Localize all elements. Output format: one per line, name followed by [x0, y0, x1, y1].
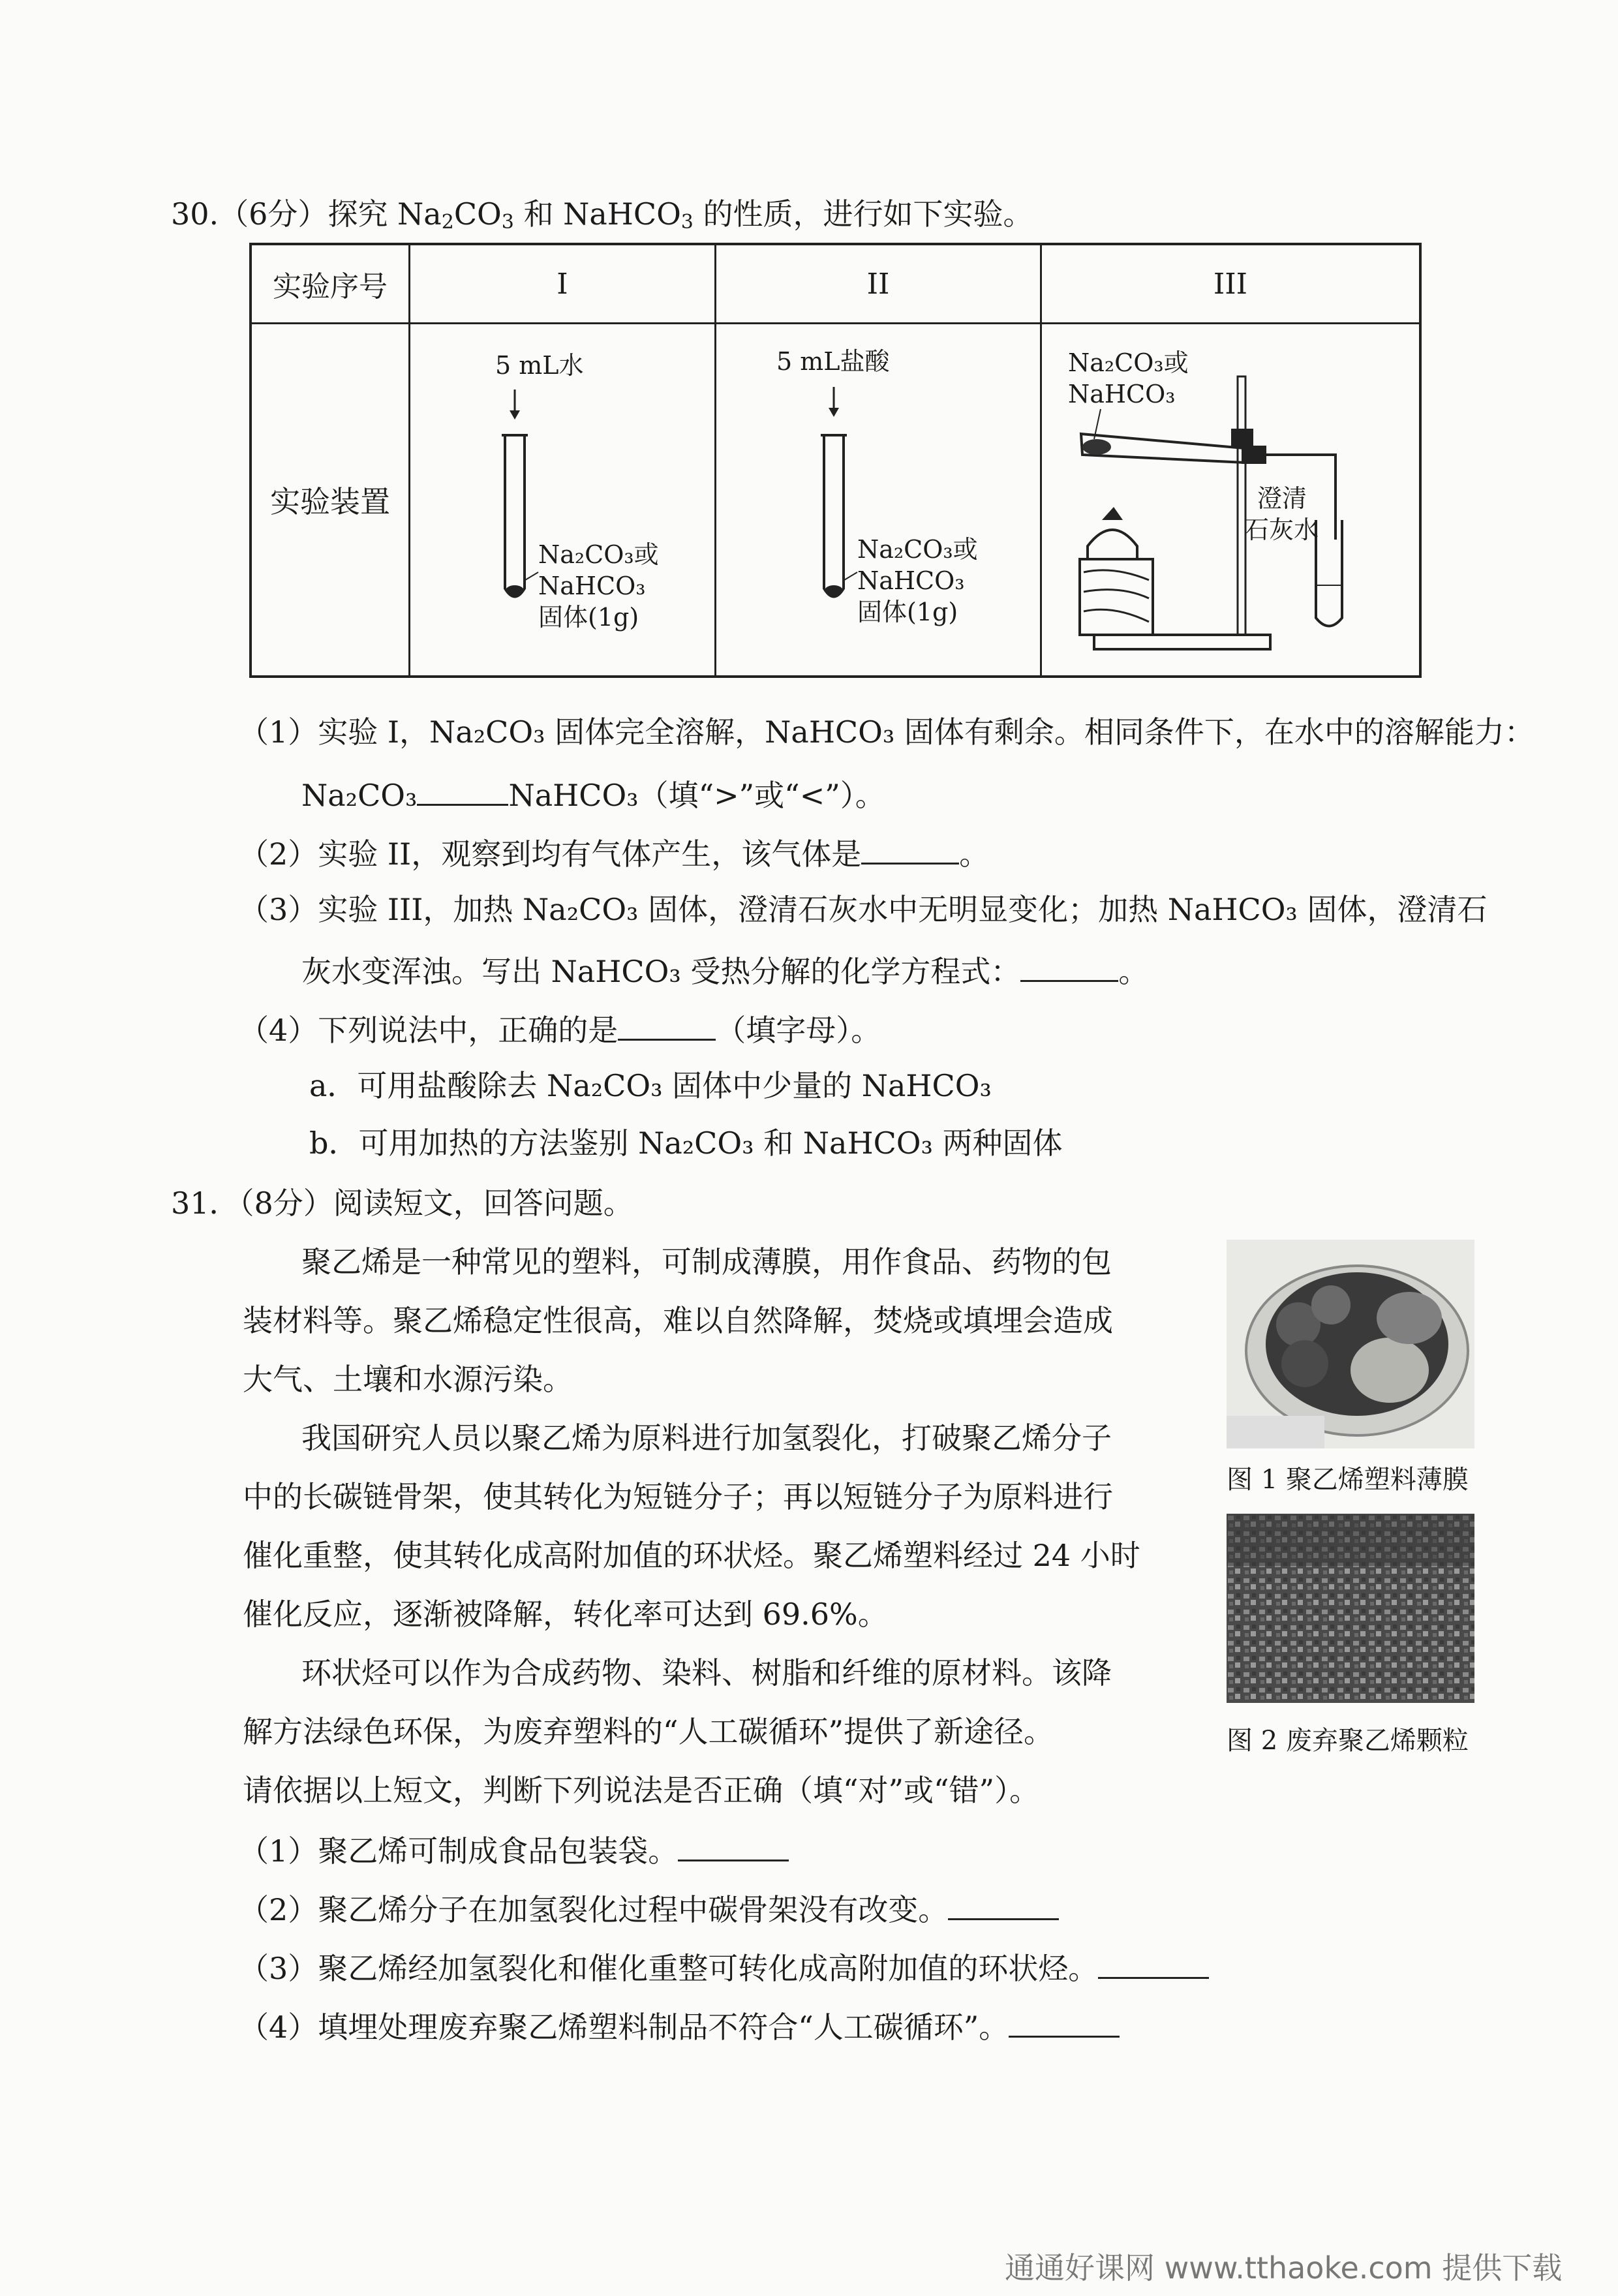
q31-statement-1: （1）聚乙烯可制成食品包装袋。 — [239, 1829, 789, 1871]
q30-sub2: （2）实验 II，观察到均有气体产生，该气体是 。 — [239, 833, 989, 874]
figure1-caption: 图 1 聚乙烯塑料薄膜 — [1227, 1465, 1469, 1495]
figure2-caption: 图 2 废弃聚乙烯颗粒 — [1227, 1726, 1469, 1756]
q31-statement-3: （3）聚乙烯经加氢裂化和催化重整可转化成高附加值的环状烃。 — [239, 1947, 1209, 1988]
q31-p1-line2: 装材料等。聚乙烯稳定性很高，难以自然降解，焚烧或填埋会造成 — [243, 1303, 1113, 1338]
q31-statement-2: （2）聚乙烯分子在加氢裂化过程中碳骨架没有改变。 — [239, 1888, 1059, 1929]
apparatus-II — [716, 324, 1041, 677]
footer-watermark[interactable]: 通通好课网 www.tthaoke.com 提供下载 — [1005, 2250, 1563, 2286]
answer-blank-31-4[interactable] — [1009, 2006, 1120, 2038]
table-row-label-apparatus: 实验装置 — [251, 324, 410, 677]
q31-p1-line1: 聚乙烯是一种常见的塑料，可制成薄膜，用作食品、药物的包 — [301, 1244, 1112, 1279]
answer-blank-4[interactable] — [618, 1009, 716, 1041]
answer-blank-31-3[interactable] — [1098, 1947, 1209, 1979]
q31-title: 31．（8分）阅读短文，回答问题。 — [171, 1186, 633, 1221]
q30-sub4: （4）下列说法中，正确的是 （填字母）。 — [239, 1009, 881, 1050]
q31-p2-line1: 我国研究人员以聚乙烯为原料进行加氢裂化，打破聚乙烯分子 — [301, 1420, 1112, 1456]
q31-instruction: 请依据以上短文，判断下列说法是否正确（填“对”或“错”）。 — [243, 1773, 1040, 1808]
q31-p2-line4: 催化反应，逐渐被降解，转化率可达到 69.6%。 — [243, 1597, 888, 1632]
answer-blank-2[interactable] — [861, 833, 959, 865]
answer-blank-3[interactable] — [1020, 950, 1118, 982]
limewater-label-1: 澄清 — [1257, 484, 1307, 513]
limewater-label-2: 石灰水 — [1244, 515, 1319, 544]
III-label-line1: Na₂CO₃或 — [1068, 348, 1189, 377]
solid-label-I-1: Na₂CO₃或 — [538, 540, 659, 569]
answer-blank-31-2[interactable] — [948, 1888, 1059, 1920]
q30-sub1-line2: Na₂CO₃ NaHCO₃（填“>”或“<”）。 — [301, 774, 885, 815]
q31-p2-line2: 中的长碳链骨架，使其转化为短链分子；再以短链分子为原料进行 — [243, 1479, 1113, 1514]
table-header-II: II — [716, 244, 1041, 324]
q31-p1-line3: 大气、土壤和水源污染。 — [243, 1362, 573, 1397]
experiment-table — [249, 243, 1422, 678]
answer-blank-1[interactable] — [417, 774, 508, 806]
III-label-line2: NaHCO₃ — [1068, 380, 1176, 408]
solid-label-I-2: NaHCO₃ — [538, 572, 646, 600]
table-header-III: III — [1041, 244, 1421, 324]
solid-label-II-2: NaHCO₃ — [857, 566, 965, 595]
reagent-label-II: 5 mL盐酸 — [776, 347, 890, 376]
solid-label-II-1: Na₂CO₃或 — [857, 535, 978, 564]
q30-title: 30.（6分）探究 $Na_2CO_3$ 和 NaHCO$_3$ 的性质，进行如下实验。 — [171, 196, 1033, 234]
apparatus-III — [1041, 324, 1421, 677]
q30-sub1-line1: （1）实验 I，Na₂CO₃ 固体完全溶解，NaHCO₃ 固体有剩余。相同条件下，在水中的溶解能力： — [239, 714, 1534, 750]
solid-label-II-3: 固体(1g) — [857, 598, 958, 626]
q31-statement-4: （4）填埋处理废弃聚乙烯塑料制品不符合“人工碳循环”。 — [239, 2006, 1120, 2047]
apparatus-I — [410, 324, 716, 677]
q31-p3-line1: 环状烃可以作为合成药物、染料、树脂和纤维的原材料。该降 — [301, 1655, 1112, 1691]
solid-label-I-3: 固体(1g) — [538, 603, 639, 632]
answer-blank-31-1[interactable] — [678, 1829, 789, 1861]
q31-p3-line2: 解方法绿色环保，为废弃塑料的“人工碳循环”提供了新途径。 — [243, 1714, 1054, 1749]
table-header-label: 实验序号 — [251, 244, 410, 324]
q30-option-b: b．可用加热的方法鉴别 Na₂CO₃ 和 NaHCO₃ 两种固体 — [309, 1125, 1063, 1161]
figure1-photo — [1227, 1240, 1474, 1448]
q30-sub3-line1: （3）实验 III，加热 Na₂CO₃ 固体，澄清石灰水中无明显变化；加热 NaHCO₃ 固体，澄清石 — [239, 892, 1488, 927]
q30-sub3-line2: 灰水变浑浊。写出 NaHCO₃ 受热分解的化学方程式： 。 — [301, 950, 1148, 991]
figure2-photo — [1227, 1514, 1474, 1703]
reagent-label-I: 5 mL水 — [495, 351, 584, 380]
q30-option-a: a．可用盐酸除去 Na₂CO₃ 固体中少量的 NaHCO₃ — [309, 1068, 992, 1103]
q31-p2-line3: 催化重整，使其转化成高附加值的环状烃。聚乙烯塑料经过 24 小时 — [243, 1538, 1140, 1573]
table-header-I: I — [410, 244, 716, 324]
